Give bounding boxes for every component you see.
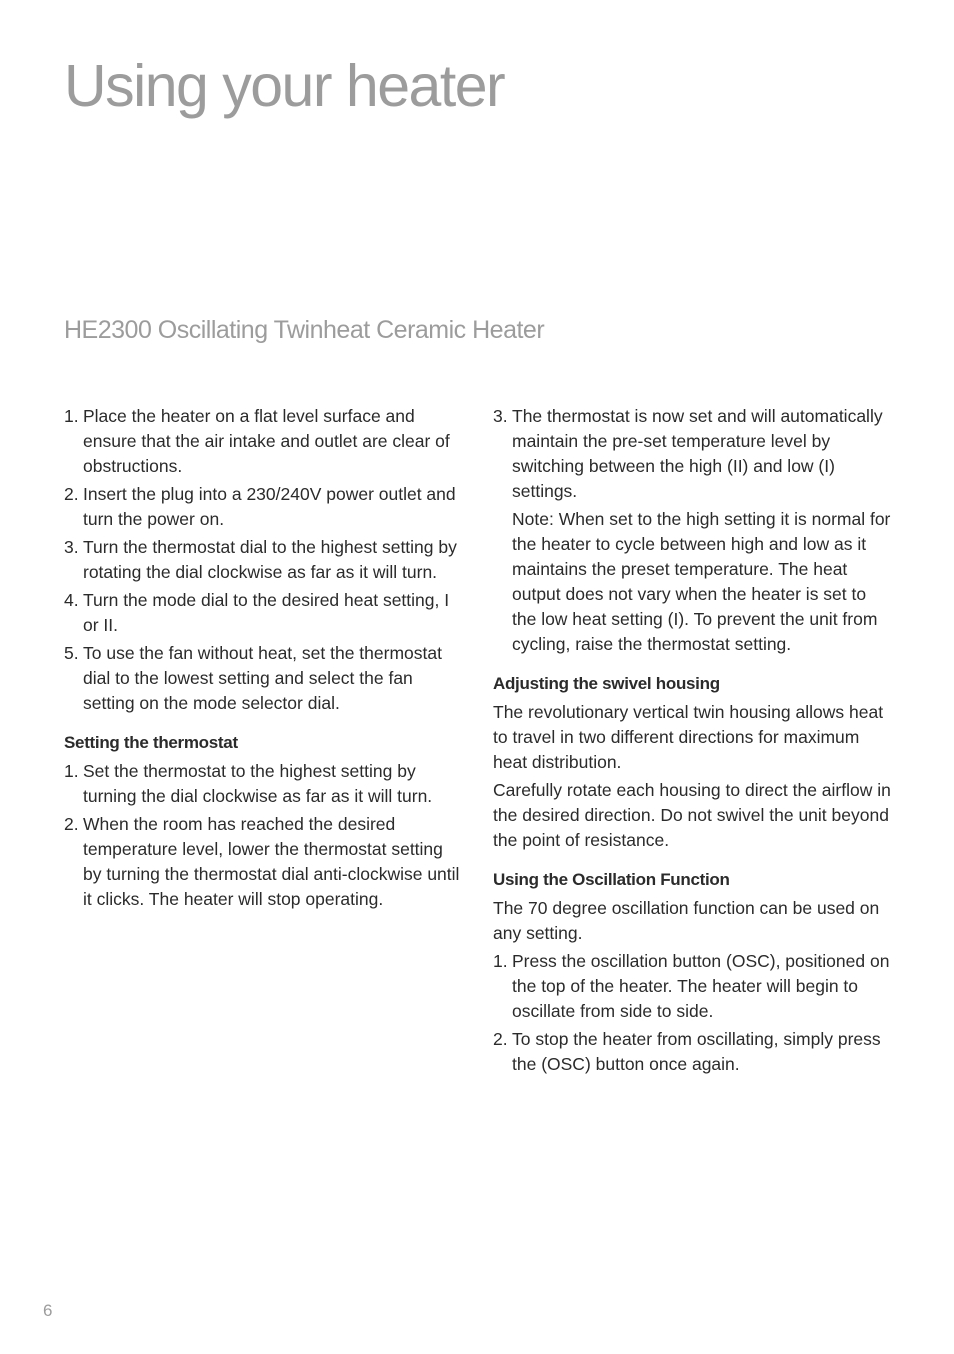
step-text: Turn the thermostat dial to the highest setting by rotating the dial clockwise as far as it will turn.: [83, 537, 457, 582]
right-column: [493, 404, 893, 1080]
paragraph: The revolutionary vertical twin housing allows heat to travel in two different directions for maximum heat distribution.: [493, 702, 884, 772]
list-item: [64, 812, 464, 912]
paragraph: The 70 degree oscillation function can be used on any setting.: [493, 898, 880, 943]
list-item: [64, 588, 464, 638]
oscillation-steps: [493, 949, 893, 1077]
product-title: HE2300 Oscillating Twinheat Ceramic Heater: [64, 316, 545, 344]
section-heading-oscillation: Using the Oscillation Function: [493, 870, 730, 889]
thermostat-steps-continued: [493, 404, 893, 504]
step-number: 2.: [64, 814, 79, 834]
step-text: Turn the mode dial to the desired heat setting, I or II.: [83, 590, 450, 635]
step-text: Place the heater on a flat level surface and ensure that the air intake and outlet are clear of obstructions.: [83, 406, 450, 476]
setup-steps: [64, 404, 464, 716]
step-text: Set the thermostat to the highest setting by turning the dial clockwise as far as it will turn.: [83, 761, 433, 806]
list-item: [64, 535, 464, 585]
list-item: [64, 641, 464, 716]
list-item: [493, 404, 893, 504]
list-item: [493, 949, 893, 1024]
step-number: 5.: [64, 643, 79, 663]
step-text: To use the fan without heat, set the thermostat dial to the lowest setting and select the fan setting on the mode selector dial.: [83, 643, 442, 713]
page-number: 6: [43, 1301, 53, 1320]
step-number: 3.: [64, 537, 79, 557]
section-heading-thermostat: Setting the thermostat: [64, 733, 238, 752]
list-item: [64, 404, 464, 479]
thermostat-note: Note: When set to the high setting it is normal for the heater to cycle between high and low as it maintains the preset temperature. The heat output does not vary when the heater is set to the low heat setting (I). To prevent the unit from cycling, raise the thermostat setting.: [512, 509, 891, 654]
list-item: [64, 759, 464, 809]
thermostat-steps: [64, 759, 464, 912]
section-heading-swivel: Adjusting the swivel housing: [493, 674, 720, 693]
step-number: 2.: [493, 1029, 508, 1049]
step-number: 1.: [64, 761, 79, 781]
list-item: [64, 482, 464, 532]
step-number: 2.: [64, 484, 79, 504]
step-text: To stop the heater from oscillating, simply press the (OSC) button once again.: [512, 1029, 881, 1074]
step-text: The thermostat is now set and will automatically maintain the pre-set temperature level by switching between the high (II) and low (I) settings.: [512, 406, 883, 501]
step-text: When the room has reached the desired temperature level, lower the thermostat setting by turning the thermostat dial anti-clockwise until it clicks. The heater will stop operating.: [83, 814, 460, 909]
step-text: Press the oscillation button (OSC), positioned on the top of the heater. The heater will begin to oscillate from side to side.: [512, 951, 890, 1021]
step-number: 3.: [493, 406, 508, 426]
left-column: [64, 404, 464, 915]
page-title: Using your heater: [64, 53, 505, 119]
step-number: 1.: [493, 951, 508, 971]
list-item: [493, 1027, 893, 1077]
step-number: 1.: [64, 406, 79, 426]
step-text: Insert the plug into a 230/240V power outlet and turn the power on.: [83, 484, 456, 529]
paragraph: Carefully rotate each housing to direct the airflow in the desired direction. Do not swivel the unit beyond the point of resistance.: [493, 780, 891, 850]
step-number: 4.: [64, 590, 79, 610]
